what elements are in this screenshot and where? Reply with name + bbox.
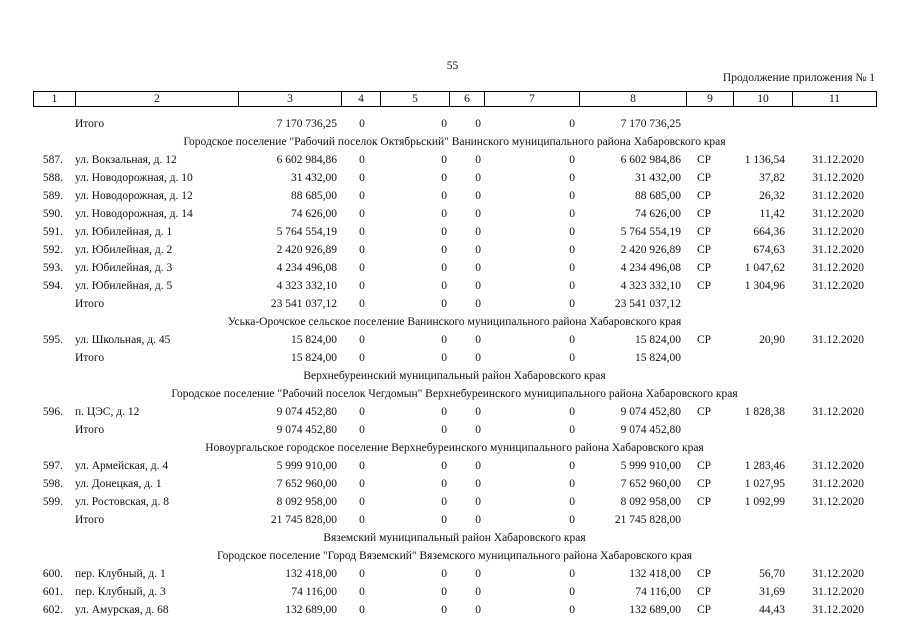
cell-col-6: 0 [475,514,481,526]
cell-col-4: 0 [359,424,365,436]
cell-col-9: СР [696,460,712,472]
cell-col-6: 0 [475,154,481,166]
section-title-row [33,547,876,565]
total-row [33,421,876,439]
table-row [33,259,876,277]
cell-col-4: 0 [359,208,365,220]
cell-col-9: СР [696,496,712,508]
cell-col-5: 0 [441,226,447,238]
cell-col-3: 15 824,00 [291,352,337,364]
cell-col-6: 0 [475,478,481,490]
cell-col-5: 0 [441,406,447,418]
row-number: 592. [42,244,63,256]
cell-col-6: 0 [475,190,481,202]
cell-col-11: 31.12.2020 [812,208,864,220]
total-label: Итого [75,118,105,130]
cell-col-7: 0 [569,280,575,292]
address: ул. Амурская, д. 68 [75,604,169,616]
cell-col-3: 132 418,00 [285,568,337,580]
cell-col-11: 31.12.2020 [812,172,864,184]
cell-col-8: 15 824,00 [635,352,681,364]
cell-col-3: 8 092 958,00 [276,496,337,508]
cell-col-4: 0 [359,568,365,580]
row-number: 598. [42,478,63,490]
cell-col-4: 0 [359,352,365,364]
cell-col-3: 88 685,00 [291,190,337,202]
cell-col-5: 0 [441,208,447,220]
cell-col-4: 0 [359,262,365,274]
cell-col-7: 0 [569,334,575,346]
cell-col-6: 0 [475,280,481,292]
table-row [33,601,876,619]
cell-col-9: СР [696,406,712,418]
table-row [33,565,876,583]
table-row [33,583,876,601]
address: ул. Юбилейная, д. 1 [75,226,173,238]
address: ул. Вокзальная, д. 12 [75,154,177,166]
cell-col-8: 6 602 984,86 [620,154,681,166]
cell-col-10: 1 047,62 [744,262,785,274]
cell-col-7: 0 [569,154,575,166]
cell-col-7: 0 [569,406,575,418]
cell-col-4: 0 [359,226,365,238]
address: ул. Новодорожная, д. 14 [75,208,193,220]
cell-col-9: СР [696,478,712,490]
cell-col-11: 31.12.2020 [812,568,864,580]
cell-col-11: 31.12.2020 [812,262,864,274]
section-title-row [33,385,876,403]
cell-col-9: СР [696,154,712,166]
row-number: 602. [42,604,63,616]
cell-col-9: СР [696,244,712,256]
cell-col-3: 31 432,00 [291,172,337,184]
cell-col-7: 0 [569,424,575,436]
cell-col-7: 0 [569,118,575,130]
row-number: 599. [42,496,63,508]
cell-col-7: 0 [569,226,575,238]
address: п. ЦЭС, д. 12 [75,406,140,418]
cell-col-11: 31.12.2020 [812,496,864,508]
cell-col-7: 0 [569,262,575,274]
cell-col-7: 0 [569,604,575,616]
cell-col-11: 31.12.2020 [812,244,864,256]
section-title-row [33,439,876,457]
cell-col-10: 11,42 [759,208,785,220]
address: ул. Новодорожная, д. 10 [75,172,193,184]
cell-col-4: 0 [359,496,365,508]
section-title-row [33,367,876,385]
address: ул. Юбилейная, д. 3 [75,262,173,274]
cell-col-5: 0 [441,298,447,310]
cell-col-3: 6 602 984,86 [276,154,337,166]
cell-col-5: 0 [441,478,447,490]
row-number: 595. [42,334,63,346]
address: ул. Школьная, д. 45 [75,334,171,346]
cell-col-8: 31 432,00 [635,172,681,184]
address: ул. Новодорожная, д. 12 [75,190,193,202]
cell-col-10: 1 136,54 [744,154,785,166]
total-label: Итого [75,352,105,364]
address: ул. Армейская, д. 4 [75,460,169,472]
table-row [33,169,876,187]
cell-col-3: 2 420 926,89 [276,244,337,256]
cell-col-6: 0 [475,298,481,310]
cell-col-5: 0 [441,352,447,364]
cell-col-4: 0 [359,172,365,184]
table-row [33,205,876,223]
cell-col-8: 9 074 452,80 [620,424,681,436]
total-row [33,295,876,313]
cell-col-10: 56,70 [759,568,785,580]
cell-col-4: 0 [359,244,365,256]
row-number: 596. [42,406,63,418]
cell-col-11: 31.12.2020 [812,586,864,598]
row-number: 600. [42,568,63,580]
cell-col-5: 0 [441,280,447,292]
cell-col-6: 0 [475,262,481,274]
cell-col-5: 0 [441,496,447,508]
row-number: 591. [42,226,63,238]
table-row [33,403,876,421]
header-col-1: 1 [34,92,76,107]
cell-col-11: 31.12.2020 [812,226,864,238]
cell-col-8: 74 626,00 [635,208,681,220]
cell-col-3: 132 689,00 [285,604,337,616]
cell-col-7: 0 [569,208,575,220]
total-label: Итого [75,424,105,436]
cell-col-5: 0 [441,424,447,436]
cell-col-10: 26,32 [759,190,785,202]
cell-col-6: 0 [475,424,481,436]
cell-col-6: 0 [475,460,481,472]
cell-col-3: 5 999 910,00 [276,460,337,472]
section-title-row [33,313,876,331]
row-number: 590. [42,208,63,220]
cell-col-3: 4 323 332,10 [276,280,337,292]
cell-col-11: 31.12.2020 [812,460,864,472]
cell-col-3: 9 074 452,80 [276,406,337,418]
cell-col-6: 0 [475,604,481,616]
cell-col-7: 0 [569,568,575,580]
cell-col-8: 132 689,00 [629,604,681,616]
cell-col-11: 31.12.2020 [812,478,864,490]
section-title-row [33,133,876,151]
cell-col-5: 0 [441,190,447,202]
cell-col-11: 31.12.2020 [812,406,864,418]
table-row [33,277,876,295]
cell-col-7: 0 [569,298,575,310]
header-col-9: 9 [687,92,734,107]
cell-col-6: 0 [475,496,481,508]
header-col-10: 10 [734,92,793,107]
total-row [33,349,876,367]
cell-col-6: 0 [475,586,481,598]
header-col-4: 4 [342,92,381,107]
address: ул. Ростовская, д. 8 [75,496,169,508]
cell-col-7: 0 [569,460,575,472]
total-label: Итого [75,514,105,526]
cell-col-11: 31.12.2020 [812,604,864,616]
cell-col-3: 7 170 736,25 [276,118,337,130]
row-number: 593. [42,262,63,274]
cell-col-6: 0 [475,244,481,256]
cell-col-8: 23 541 037,12 [614,298,681,310]
table-row [33,241,876,259]
cell-col-11: 31.12.2020 [812,280,864,292]
cell-col-8: 9 074 452,80 [620,406,681,418]
cell-col-10: 20,90 [759,334,785,346]
cell-col-7: 0 [569,352,575,364]
address: ул. Юбилейная, д. 5 [75,280,173,292]
cell-col-8: 88 685,00 [635,190,681,202]
cell-col-4: 0 [359,280,365,292]
cell-col-3: 7 652 960,00 [276,478,337,490]
cell-col-5: 0 [441,118,447,130]
cell-col-3: 4 234 496,08 [276,262,337,274]
cell-col-9: СР [696,568,712,580]
cell-col-4: 0 [359,514,365,526]
address: ул. Юбилейная, д. 2 [75,244,173,256]
cell-col-9: СР [696,226,712,238]
cell-col-5: 0 [441,568,447,580]
total-row [33,511,876,529]
section-title: Городское поселение "Рабочий поселок Октябрьский" Ванинского муниципального района Хабаровского края [183,136,726,148]
cell-col-10: 1 027,95 [744,478,785,490]
cell-col-5: 0 [441,262,447,274]
section-title: Городское поселение "Город Вяземский" Вяземского муниципального района Хабаровского края [217,550,692,562]
cell-col-5: 0 [441,604,447,616]
cell-col-8: 15 824,00 [635,334,681,346]
cell-col-4: 0 [359,478,365,490]
cell-col-6: 0 [475,118,481,130]
cell-col-10: 674,63 [753,244,785,256]
header-col-6: 6 [450,92,485,107]
cell-col-3: 21 745 828,00 [270,514,337,526]
cell-col-11: 31.12.2020 [812,154,864,166]
cell-col-5: 0 [441,460,447,472]
table-row [33,493,876,511]
table-row [33,151,876,169]
cell-col-7: 0 [569,514,575,526]
address: пер. Клубный, д. 1 [75,568,166,580]
cell-col-8: 5 999 910,00 [620,460,681,472]
cell-col-7: 0 [569,496,575,508]
table-row [33,475,876,493]
total-row [33,115,876,133]
cell-col-8: 74 116,00 [635,586,681,598]
table-row [33,457,876,475]
cell-col-5: 0 [441,334,447,346]
cell-col-7: 0 [569,244,575,256]
table-row [33,187,876,205]
cell-col-6: 0 [475,226,481,238]
cell-col-5: 0 [441,154,447,166]
cell-col-7: 0 [569,190,575,202]
cell-col-4: 0 [359,298,365,310]
cell-col-5: 0 [441,586,447,598]
table-row [33,331,876,349]
cell-col-4: 0 [359,460,365,472]
cell-col-4: 0 [359,604,365,616]
cell-col-3: 74 116,00 [291,586,337,598]
table-row [33,223,876,241]
cell-col-4: 0 [359,154,365,166]
table-body [33,115,876,619]
cell-col-8: 8 092 958,00 [620,496,681,508]
section-title-row [33,529,876,547]
row-number: 597. [42,460,63,472]
cell-col-8: 132 418,00 [629,568,681,580]
continuation-label: Продолжение приложения № 1 [722,72,875,84]
cell-col-3: 23 541 037,12 [270,298,337,310]
section-title: Новоургальское городское поселение Верхнебуреинского муниципального района Хабаровского края [205,442,704,454]
section-title: Вяземский муниципальный район Хабаровского края [323,532,586,544]
header-col-2: 2 [76,92,239,107]
cell-col-7: 0 [569,172,575,184]
section-title: Верхнебуреинский муниципальный район Хабаровского края [303,370,606,382]
cell-col-4: 0 [359,586,365,598]
cell-col-10: 31,69 [759,586,785,598]
cell-col-3: 9 074 452,80 [276,424,337,436]
address: пер. Клубный, д. 3 [75,586,166,598]
cell-col-9: СР [696,280,712,292]
cell-col-10: 1 828,38 [744,406,785,418]
cell-col-6: 0 [475,568,481,580]
cell-col-6: 0 [475,334,481,346]
cell-col-8: 4 323 332,10 [620,280,681,292]
cell-col-7: 0 [569,478,575,490]
cell-col-3: 15 824,00 [291,334,337,346]
cell-col-5: 0 [441,244,447,256]
cell-col-9: СР [696,172,712,184]
cell-col-10: 1 283,46 [744,460,785,472]
cell-col-6: 0 [475,352,481,364]
cell-col-8: 4 234 496,08 [620,262,681,274]
cell-col-4: 0 [359,118,365,130]
header-col-3: 3 [239,92,342,107]
cell-col-7: 0 [569,586,575,598]
cell-col-6: 0 [475,172,481,184]
cell-col-11: 31.12.2020 [812,190,864,202]
row-number: 588. [42,172,63,184]
cell-col-8: 5 764 554,19 [620,226,681,238]
cell-col-9: СР [696,208,712,220]
cell-col-4: 0 [359,334,365,346]
page-number: 55 [446,60,459,72]
cell-col-9: СР [696,586,712,598]
section-title: Городское поселение "Рабочий поселок Чегдомын" Верхнебуреинского муниципального района Хабаровского края [171,388,738,400]
cell-col-8: 7 652 960,00 [620,478,681,490]
cell-col-8: 21 745 828,00 [614,514,681,526]
cell-col-9: СР [696,604,712,616]
total-label: Итого [75,298,105,310]
cell-col-4: 0 [359,406,365,418]
row-number: 601. [42,586,63,598]
cell-col-8: 7 170 736,25 [620,118,681,130]
cell-col-5: 0 [441,172,447,184]
row-number: 589. [42,190,63,202]
column-header-row [33,91,877,107]
cell-col-3: 74 626,00 [291,208,337,220]
header-col-5: 5 [381,92,450,107]
cell-col-9: СР [696,190,712,202]
row-number: 587. [42,154,63,166]
cell-col-10: 1 092,99 [744,496,785,508]
cell-col-9: СР [696,334,712,346]
cell-col-3: 5 764 554,19 [276,226,337,238]
cell-col-4: 0 [359,190,365,202]
cell-col-5: 0 [441,514,447,526]
header-col-7: 7 [485,92,580,107]
header-col-8: 8 [580,92,687,107]
address: ул. Донецкая, д. 1 [75,478,162,490]
cell-col-10: 664,36 [753,226,785,238]
cell-col-6: 0 [475,406,481,418]
cell-col-9: СР [696,262,712,274]
row-number: 594. [42,280,63,292]
cell-col-10: 44,43 [759,604,785,616]
cell-col-11: 31.12.2020 [812,334,864,346]
section-title: Уська-Орочское сельское поселение Ванинского муниципального района Хабаровского края [227,316,682,328]
cell-col-8: 2 420 926,89 [620,244,681,256]
cell-col-6: 0 [475,208,481,220]
cell-col-10: 37,82 [759,172,785,184]
header-col-11: 11 [793,92,877,107]
cell-col-10: 1 304,96 [744,280,785,292]
